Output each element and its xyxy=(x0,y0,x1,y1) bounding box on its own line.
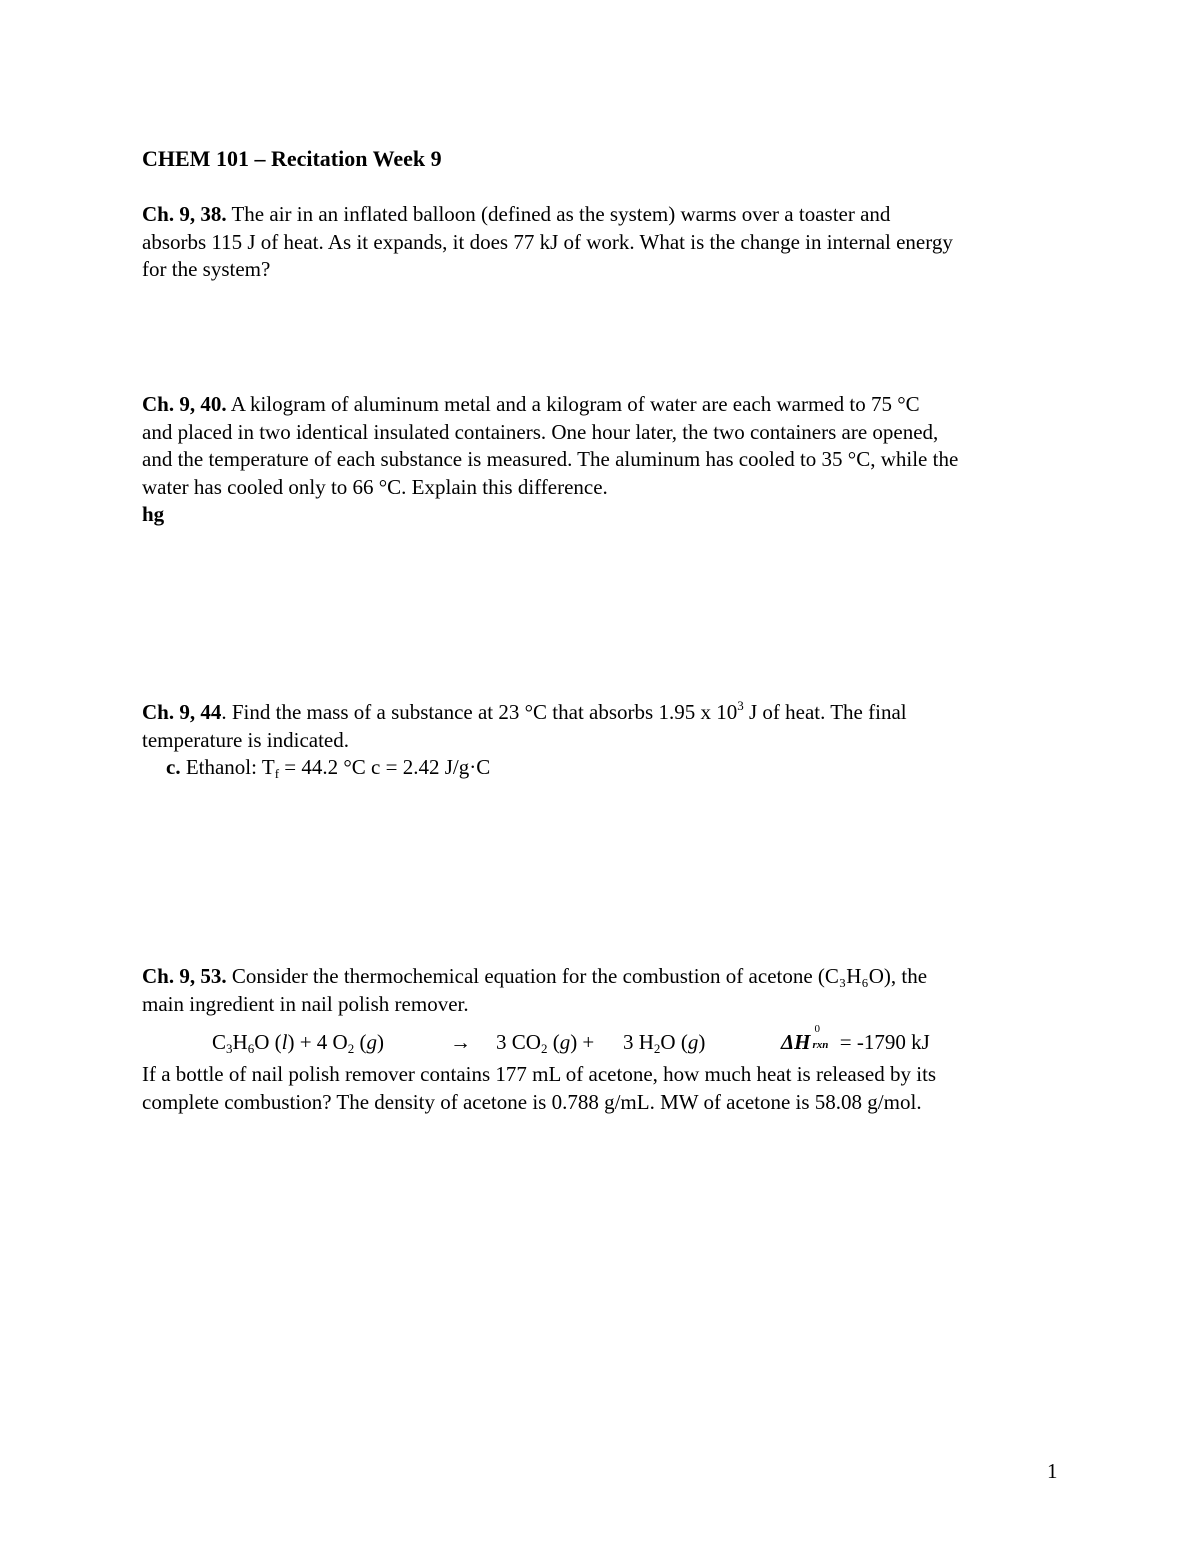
question-line: and placed in two identical insulated containers. One hour later, the two containers are opened, xyxy=(142,419,939,444)
question-text: J of heat. The final xyxy=(743,700,907,724)
question-line: If a bottle of nail polish remover contains 177 mL of acetone, how much heat is released by its xyxy=(142,1062,937,1086)
question-line xyxy=(142,391,1062,419)
answer-text: hg xyxy=(142,502,165,526)
question-text: The air in an inflated balloon (defined as the system) warms over a toaster and xyxy=(226,202,891,226)
question-text: Consider the thermochemical equation for the combustion of acetone (C₃H₆O), the xyxy=(226,964,928,988)
enthalpy-change: ΔH 0 rxn = -1790 kJ xyxy=(781,1023,930,1054)
question-line xyxy=(142,201,1062,229)
question-label: Ch. 9, 40. xyxy=(142,392,227,416)
product-co2: 3 $CO_2$ (g) + xyxy=(496,1030,595,1056)
reactant-acetone: $C_3H_6O$ (l) + 4 $O_2$ (g) xyxy=(212,1030,384,1056)
part-text: = 44.2 °C c = 2.42 J/g·C xyxy=(279,755,491,779)
question-line: for the system? xyxy=(142,257,271,281)
part-text: Ethanol: T xyxy=(180,755,275,779)
thermochemical-equation xyxy=(212,1023,1032,1060)
reaction-arrow: → xyxy=(450,1030,471,1054)
question-label: Ch. 9, 53. xyxy=(142,964,227,988)
product-h2o: 3 $H_2O$ (g) xyxy=(623,1030,706,1056)
page-title: CHEM 101 – Recitation Week 9 xyxy=(142,146,442,171)
question-line: temperature is indicated. xyxy=(142,727,349,752)
exponent: 3 xyxy=(737,698,744,713)
question-label: Ch. 9, 44 xyxy=(142,700,222,724)
question-text: . Find the mass of a substance at 23 °C that absorbs 1.95 x 10 xyxy=(221,700,738,724)
part-label: c. xyxy=(166,755,181,779)
question-part-c xyxy=(142,754,1062,788)
question-label: Ch. 9, 38. xyxy=(142,202,227,226)
question-9-38 xyxy=(142,201,1062,284)
page-number: 1 xyxy=(1047,1459,1058,1483)
question-line xyxy=(142,692,1062,727)
question-line: main ingredient in nail polish remover. xyxy=(142,991,469,1016)
question-line xyxy=(142,963,1062,991)
question-9-40 xyxy=(142,391,1062,529)
question-9-44 xyxy=(142,692,1062,788)
question-line: complete combustion? The density of acetone is 0.788 g/mL. MW of acetone is 58.08 g/mol. xyxy=(142,1089,922,1114)
question-line: water has cooled only to 66 °C. Explain this difference. xyxy=(142,474,608,499)
subscript: f xyxy=(274,766,280,781)
question-9-53-continued xyxy=(142,1061,1062,1116)
question-text: A kilogram of aluminum metal and a kilogram of water are each warmed to 75 °C xyxy=(226,392,920,416)
question-9-53 xyxy=(142,963,1062,1018)
question-line: absorbs 115 J of heat. As it expands, it does 77 kJ of work. What is the change in internal energy xyxy=(142,229,953,254)
question-line: and the temperature of each substance is measured. The aluminum has cooled to 35 °C, while the xyxy=(142,447,959,471)
